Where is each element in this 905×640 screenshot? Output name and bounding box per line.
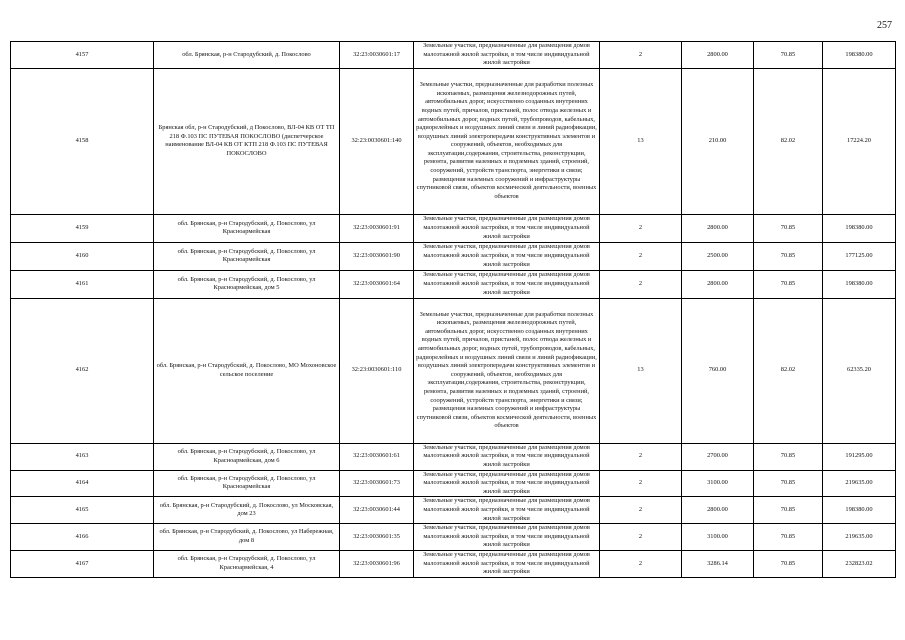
row-number: 4157 [11, 42, 154, 69]
cadastral-number-cell: 32:23:0030601:64 [340, 270, 414, 298]
table-row [11, 270, 896, 298]
page-number: 257 [877, 20, 892, 31]
group-number-cell: 13 [600, 68, 682, 214]
land-use-purpose-cell: Земельные участки, предназначенные для размещения домов малоэтажной жилой застройки, в том числе индивидуальной жилой застройки [414, 42, 600, 69]
area-cell: 2800.00 [682, 497, 754, 524]
group-number-cell: 2 [600, 214, 682, 242]
address-cell: обл. Брянская, р-н Стародубский, д. Покослово, ул Красноармейская [154, 214, 340, 242]
address-cell: обл. Брянская, р-н Стародубский, д. Покослово, ул Красноармейская [154, 242, 340, 270]
row-number: 4160 [11, 242, 154, 270]
land-use-purpose-cell: Земельные участки, предназначенные для разработки полезных ископаемых, размещения железнодорожных путей, автомобильных дорог, искусственно созданных внутренних водных путей, причалов, пристаней, полос отвода железных и автомобильных дорог, водных путей, трубопроводов, кабельных, радиорелейных и воздушных линий связи и линий радиофикации, воздушных линий электропередачи конструктивных элементов и сооружений, объектов, необходимых для эксплуатации,содержания, строительства, реконструкции, ремонта, развития наземных и подземных зданий, строений, сооружений, устройств транспорта, энергетики и связи; размещения наземных сооружений и инфраструктуры спутниковой связи, объектов космической деятельности, военных объектов [414, 68, 600, 214]
row-number: 4162 [11, 298, 154, 443]
specific-value-cell: 70.85 [754, 270, 823, 298]
land-use-purpose-cell: Земельные участки, предназначенные для размещения домов малоэтажной жилой застройки, в том числе индивидуальной жилой застройки [414, 443, 600, 470]
cadastral-number-cell: 32:23:0030601:140 [340, 68, 414, 214]
cadastral-number-cell: 32:23:0030601:17 [340, 42, 414, 69]
cadastral-value-cell: 62335.20 [823, 298, 896, 443]
cadastral-value-cell: 219635.00 [823, 470, 896, 497]
table-row [11, 298, 896, 443]
land-use-purpose-cell: Земельные участки, предназначенные для размещения домов малоэтажной жилой застройки, в том числе индивидуальной жилой застройки [414, 497, 600, 524]
row-number: 4159 [11, 214, 154, 242]
cadastral-value-cell: 198380.00 [823, 497, 896, 524]
cadastral-number-cell: 32:23:0030601:91 [340, 214, 414, 242]
row-number: 4165 [11, 497, 154, 524]
specific-value-cell: 70.85 [754, 443, 823, 470]
table-row [11, 550, 896, 577]
address-cell: обл. Брянская, р-н Стародубский, д. Покослово, ул Красноармейская, дом 6 [154, 443, 340, 470]
group-number-cell: 13 [600, 298, 682, 443]
group-number-cell: 2 [600, 497, 682, 524]
cadastral-number-cell: 32:23:0030601:35 [340, 524, 414, 551]
land-use-purpose-cell: Земельные участки, предназначенные для размещения домов малоэтажной жилой застройки, в том числе индивидуальной жилой застройки [414, 524, 600, 551]
table-row [11, 470, 896, 497]
area-cell: 2800.00 [682, 270, 754, 298]
address-cell: обл. Брянская, р-н Стародубский, д. Покослово [154, 42, 340, 69]
group-number-cell: 2 [600, 524, 682, 551]
row-number: 4161 [11, 270, 154, 298]
land-use-purpose-cell: Земельные участки, предназначенные для размещения домов малоэтажной жилой застройки, в том числе индивидуальной жилой застройки [414, 242, 600, 270]
table-row [11, 524, 896, 551]
land-use-purpose-cell: Земельные участки, предназначенные для разработки полезных ископаемых, размещения железнодорожных путей, автомобильных дорог, искусственно созданных внутренних водных путей, причалов, пристаней, полос отвода железных и автомобильных дорог, водных путей, трубопроводов, кабельных, радиорелейных и воздушных линий связи и линий радиофикации, воздушных линий электропередачи конструктивных элементов и сооружений, объектов, необходимых для эксплуатации,содержания, строительства, реконструкции, ремонта, развития наземных и подземных зданий, строений, сооружений, устройств транспорта, энергетики и связи; размещения наземных сооружений и инфраструктуры спутниковой связи, объектов космической деятельности, военных объектов [414, 298, 600, 443]
row-number: 4164 [11, 470, 154, 497]
land-use-purpose-cell: Земельные участки, предназначенные для размещения домов малоэтажной жилой застройки, в том числе индивидуальной жилой застройки [414, 470, 600, 497]
area-cell: 3286.14 [682, 550, 754, 577]
cadastral-value-cell: 17224.20 [823, 68, 896, 214]
area-cell: 2700.00 [682, 443, 754, 470]
area-cell: 2800.00 [682, 214, 754, 242]
cadastral-number-cell: 32:23:0030601:90 [340, 242, 414, 270]
row-number: 4163 [11, 443, 154, 470]
group-number-cell: 2 [600, 443, 682, 470]
specific-value-cell: 70.85 [754, 470, 823, 497]
area-cell: 3100.00 [682, 470, 754, 497]
land-use-purpose-cell: Земельные участки, предназначенные для размещения домов малоэтажной жилой застройки, в том числе индивидуальной жилой застройки [414, 270, 600, 298]
specific-value-cell: 70.85 [754, 214, 823, 242]
specific-value-cell: 70.85 [754, 550, 823, 577]
land-use-purpose-cell: Земельные участки, предназначенные для размещения домов малоэтажной жилой застройки, в том числе индивидуальной жилой застройки [414, 550, 600, 577]
area-cell: 210.00 [682, 68, 754, 214]
cadastral-number-cell: 32:23:0030601:73 [340, 470, 414, 497]
row-number: 4158 [11, 68, 154, 214]
table-row [11, 443, 896, 470]
area-cell: 2800.00 [682, 42, 754, 69]
cadastral-value-cell: 232823.02 [823, 550, 896, 577]
cadastral-number-cell: 32:23:0030601:44 [340, 497, 414, 524]
specific-value-cell: 70.85 [754, 497, 823, 524]
group-number-cell: 2 [600, 42, 682, 69]
table-row [11, 214, 896, 242]
area-cell: 3100.00 [682, 524, 754, 551]
table-row [11, 497, 896, 524]
specific-value-cell: 70.85 [754, 524, 823, 551]
row-number: 4167 [11, 550, 154, 577]
table-row [11, 68, 896, 214]
specific-value-cell: 70.85 [754, 242, 823, 270]
specific-value-cell: 82.02 [754, 68, 823, 214]
cadastral-value-cell: 198380.00 [823, 270, 896, 298]
cadastral-value-cell: 219635.00 [823, 524, 896, 551]
address-cell: обл. Брянская, р-н Стародубский, д. Покослово, ул Набережная, дом 8 [154, 524, 340, 551]
land-use-purpose-cell: Земельные участки, предназначенные для размещения домов малоэтажной жилой застройки, в том числе индивидуальной жилой застройки [414, 214, 600, 242]
land-registry-table [10, 41, 896, 578]
address-cell: обл. Брянская, р-н Стародубский, д. Покослово, ул Красноармейская, дом 5 [154, 270, 340, 298]
address-cell: обл. Брянская, р-н Стародубский, д. Покослово, ул Красноармейская [154, 470, 340, 497]
group-number-cell: 2 [600, 242, 682, 270]
group-number-cell: 2 [600, 270, 682, 298]
table-row [11, 42, 896, 69]
specific-value-cell: 82.02 [754, 298, 823, 443]
cadastral-value-cell: 198380.00 [823, 214, 896, 242]
address-cell: Брянская обл, р-н Стародубский, д Покослово, ВЛ-04 КВ ОТ ТП 218 Ф.103 ПС ПУТЕВАЯ ПОКОСЛОВО (диспетчерское наименование ВЛ-04 КВ ОТ КТП 218 Ф.103 ПС ПУТЕВАЯ ПОКОСЛОВО [154, 68, 340, 214]
row-number: 4166 [11, 524, 154, 551]
cadastral-number-cell: 32:23:0030601:96 [340, 550, 414, 577]
area-cell: 2500.00 [682, 242, 754, 270]
table-row [11, 242, 896, 270]
group-number-cell: 2 [600, 550, 682, 577]
address-cell: обл. Брянская, р-н Стародубский, д. Покослово, ул Красноармейская, 4 [154, 550, 340, 577]
cadastral-value-cell: 177125.00 [823, 242, 896, 270]
cadastral-number-cell: 32:23:0030601:110 [340, 298, 414, 443]
address-cell: обл. Брянская, р-н Стародубский, д. Покослово, ул Московская, дом 23 [154, 497, 340, 524]
specific-value-cell: 70.85 [754, 42, 823, 69]
address-cell: обл. Брянская, р-н Стародубский, д. Покослово, МО Мохоновское сельское поселение [154, 298, 340, 443]
cadastral-number-cell: 32:23:0030601:61 [340, 443, 414, 470]
cadastral-value-cell: 191295.00 [823, 443, 896, 470]
group-number-cell: 2 [600, 470, 682, 497]
area-cell: 760.00 [682, 298, 754, 443]
cadastral-value-cell: 198380.00 [823, 42, 896, 69]
